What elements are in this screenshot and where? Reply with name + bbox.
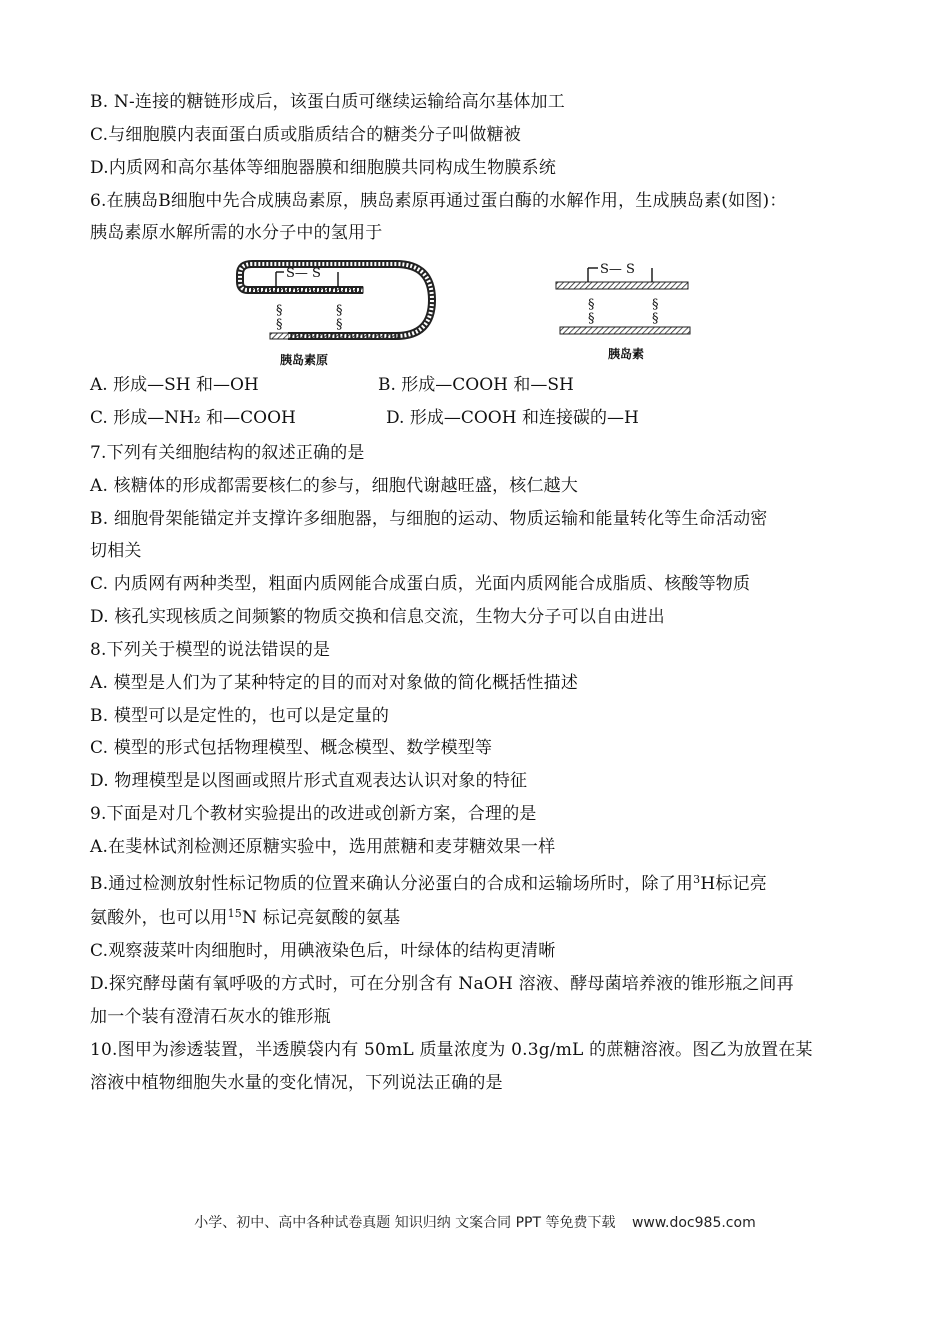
- q6-stem-line1: 6.在胰岛B细胞中先合成胰岛素原，胰岛素原再通过蛋白酶的水解作用，生成胰岛素(如图)：: [90, 191, 787, 211]
- footer-link[interactable]: www.doc985.com: [631, 1215, 756, 1231]
- svg-text:§: §: [588, 297, 595, 312]
- q9-option-a: A.在斐林试剂检测还原糖实验中，选用蔗糖和麦芽糖效果一样: [90, 837, 556, 857]
- footer: [0, 1212, 950, 1232]
- svg-text:§: §: [336, 303, 343, 318]
- insulin-label: 胰岛素: [608, 347, 645, 361]
- q6-option-a: A. 形成—SH 和—OH: [90, 375, 259, 395]
- q9-option-c: C.观察菠菜叶肉细胞时，用碘液染色后，叶绿体的结构更清晰: [90, 941, 556, 961]
- q9-b1-superscript: 3: [693, 873, 701, 886]
- svg-text:§: §: [652, 311, 659, 326]
- insulin-diagram: [548, 252, 698, 374]
- q7-option-d: D. 核孔实现核质之间频繁的物质交换和信息交流，生物大分子可以自由进出: [90, 607, 665, 627]
- q7-option-c: C. 内质网有两种类型，粗面内质网能合成蛋白质，光面内质网能合成脂质、核酸等物质: [90, 574, 751, 594]
- q9-option-d-line2: 加一个装有澄清石灰水的锥形瓶: [90, 1007, 331, 1027]
- q5-option-b: B. N-连接的糖链形成后，该蛋白质可继续运输给高尔基体加工: [90, 92, 565, 112]
- footer-text: 小学、初中、高中各种试卷真题 知识归纳 文案合同 PPT 等免费下载: [194, 1215, 616, 1231]
- q10-stem-line2: 溶液中植物细胞失水量的变化情况，下列说法正确的是: [90, 1073, 503, 1093]
- q6-option-c: C. 形成—NH₂ 和—COOH: [90, 408, 296, 428]
- q5-option-c: C.与细胞膜内表面蛋白质或脂质结合的糖类分子叫做糖被: [90, 125, 522, 145]
- svg-text:§: §: [652, 297, 659, 312]
- q6-option-d: D. 形成—COOH 和连接碳的—H: [386, 408, 639, 428]
- q6-option-b: B. 形成—COOH 和—SH: [378, 375, 574, 395]
- svg-text:§: §: [276, 317, 283, 332]
- q9-option-d-line1: D.探究酵母菌有氧呼吸的方式时，可在分别含有 NaOH 溶液、酵母菌培养液的锥形瓶之间再: [90, 974, 794, 994]
- q9-stem: 9.下面是对几个教材实验提出的改进或创新方案，合理的是: [90, 804, 537, 824]
- proinsulin-diagram: [228, 252, 448, 374]
- q8-option-c: C. 模型的形式包括物理模型、概念模型、数学模型等: [90, 738, 493, 758]
- q7-stem: 7.下列有关细胞结构的叙述正确的是: [90, 443, 365, 463]
- q7-option-a: A. 核糖体的形成都需要核仁的参与，细胞代谢越旺盛，核仁越大: [90, 476, 579, 496]
- q5-option-d: D.内质网和高尔基体等细胞器膜和细胞膜共同构成生物膜系统: [90, 158, 557, 178]
- svg-text:§: §: [276, 303, 283, 318]
- q9-b2-text: 氨酸外，也可以用: [90, 908, 228, 928]
- q9-option-b-line1: [90, 869, 767, 895]
- q9-b2-superscript: 15: [227, 907, 243, 920]
- insulin-figure: [548, 252, 698, 374]
- q8-option-a: A. 模型是人们为了某种特定的目的而对对象做的简化概括性描述: [90, 673, 579, 693]
- q9-option-b-line2: [90, 903, 400, 929]
- q9-b1-text: B.通过检测放射性标记物质的位置来确认分泌蛋白的合成和运输场所时，除了用: [90, 874, 694, 894]
- svg-text:§: §: [588, 311, 595, 326]
- q6-stem-line2: 胰岛素原水解所需的水分子中的氢用于: [90, 223, 383, 243]
- q7-option-b-line1: B. 细胞骨架能锚定并支撑许多细胞器，与细胞的运动、物质运输和能量转化等生命活动密: [90, 509, 768, 529]
- q8-stem: 8.下列关于模型的说法错误的是: [90, 640, 331, 660]
- proinsulin-figure: [228, 252, 448, 374]
- insulin-ss-label: S— S: [600, 262, 635, 277]
- q8-option-d: D. 物理模型是以图画或照片形式直观表达认识对象的特征: [90, 771, 528, 791]
- q9-b1-text-end: H标记亮: [700, 874, 767, 894]
- q7-option-b-line2: 切相关: [90, 541, 142, 561]
- svg-text:§: §: [336, 317, 343, 332]
- q8-option-b: B. 模型可以是定性的，也可以是定量的: [90, 706, 390, 726]
- q9-b2-text-end: N 标记亮氨酸的氨基: [242, 908, 401, 928]
- proinsulin-ss-label: S— S: [286, 266, 321, 281]
- q10-stem-line1: 10.图甲为渗透装置，半透膜袋内有 50mL 质量浓度为 0.3g/mL 的蔗糖溶液。图乙为放置在某: [90, 1040, 813, 1060]
- proinsulin-label: 胰岛素原: [280, 353, 329, 367]
